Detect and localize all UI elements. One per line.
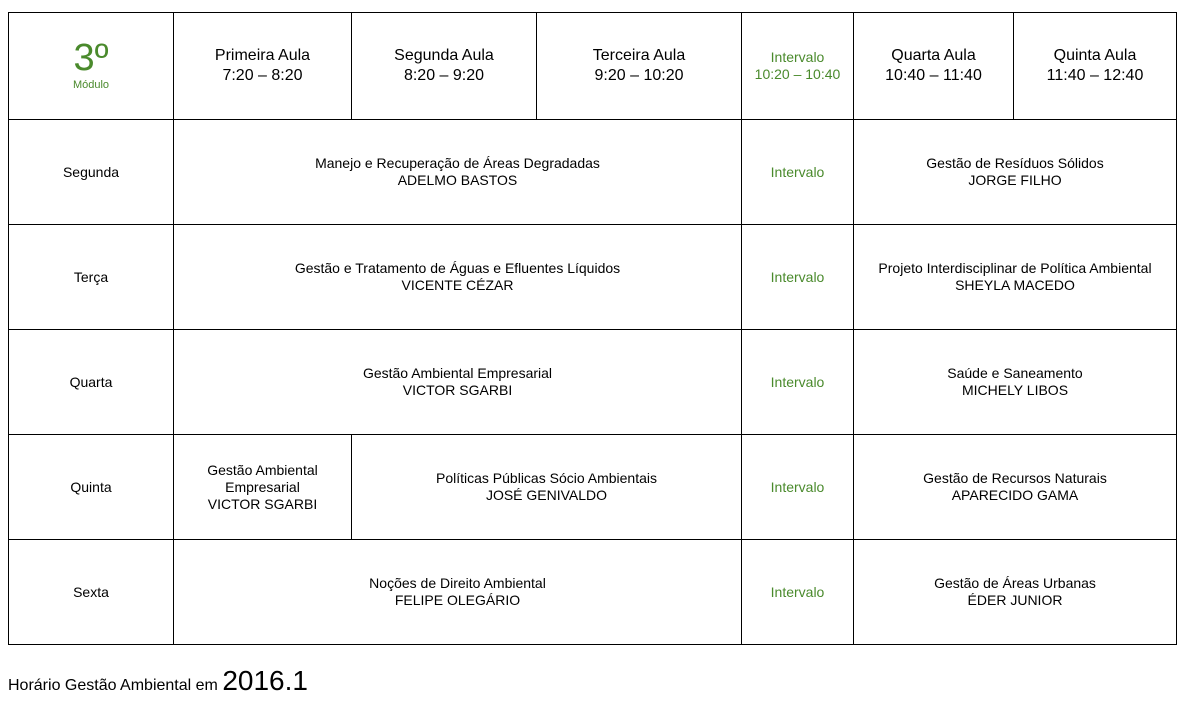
teacher: FELIPE OLEGÁRIO (394, 592, 521, 608)
break-cell: Intervalo (742, 120, 854, 225)
class-cell (174, 225, 742, 330)
teacher: ÉDER JUNIOR (967, 592, 1063, 608)
table-row (9, 330, 1177, 435)
column-time: 7:20 – 8:20 (222, 67, 303, 84)
table-row (9, 435, 1177, 540)
class-cell (352, 435, 742, 540)
table-row (9, 540, 1177, 645)
class-cell (854, 120, 1177, 225)
teacher: VICENTE CÉZAR (401, 277, 514, 293)
column-time: 10:40 – 11:40 (885, 67, 982, 84)
class-cell (174, 120, 742, 225)
subject: Gestão Ambiental Empresarial (362, 365, 553, 381)
day-label: Terça (9, 225, 174, 330)
subject: Manejo e Recuperação de Áreas Degradadas (315, 155, 600, 171)
break-cell: Intervalo (742, 540, 854, 645)
day-label: Quarta (9, 330, 174, 435)
subject: Projeto Interdisciplinar de Política Ambiental (878, 260, 1152, 276)
teacher: VICTOR SGARBI (402, 382, 513, 398)
break-cell: Intervalo (742, 435, 854, 540)
header-row (9, 13, 1177, 120)
module-label: Módulo (72, 78, 110, 91)
column-time: 9:20 – 10:20 (594, 67, 684, 84)
column-time: 11:40 – 12:40 (1046, 67, 1144, 84)
day-label: Segunda (9, 120, 174, 225)
teacher: APARECIDO GAMA (951, 487, 1079, 503)
subject: Gestão de Resíduos Sólidos (926, 155, 1104, 171)
footer-year: 2016.1 (222, 665, 308, 696)
day-label: Sexta (9, 540, 174, 645)
teacher: JORGE FILHO (968, 172, 1062, 188)
subject-line: Gestão Ambiental (207, 461, 318, 478)
schedule-table (8, 12, 1177, 645)
teacher: ADELMO BASTOS (397, 172, 518, 188)
class-cell (854, 540, 1177, 645)
class-cell (174, 435, 352, 540)
subject: Noções de Direito Ambiental (369, 575, 546, 591)
class-cell (174, 540, 742, 645)
class-cell (854, 435, 1177, 540)
teacher: MICHELY LIBOS (961, 382, 1069, 398)
column-header (854, 13, 1014, 120)
footer-text: Horário Gestão Ambiental em (8, 677, 218, 694)
column-time: 10:20 – 10:40 (754, 66, 841, 82)
class-cell (854, 225, 1177, 330)
footer-caption (8, 665, 308, 697)
table-row (9, 120, 1177, 225)
column-header (537, 13, 742, 120)
teacher: JOSÉ GENIVALDO (485, 487, 608, 503)
column-header (174, 13, 352, 120)
day-label: Quinta (9, 435, 174, 540)
column-header (1014, 13, 1177, 120)
class-cell (854, 330, 1177, 435)
teacher: VICTOR SGARBI (207, 495, 318, 512)
column-title: Primeira Aula (214, 47, 311, 64)
column-title: Quarta Aula (891, 47, 976, 64)
break-cell: Intervalo (742, 330, 854, 435)
column-header (352, 13, 537, 120)
subject: Políticas Públicas Sócio Ambientais (436, 470, 657, 486)
class-cell (174, 330, 742, 435)
subject: Gestão e Tratamento de Águas e Efluentes Líquidos (294, 260, 621, 276)
subject: Gestão de Áreas Urbanas (934, 575, 1096, 591)
break-cell: Intervalo (742, 225, 854, 330)
table-row (9, 225, 1177, 330)
subject-line: Empresarial (225, 478, 300, 495)
column-title: Quinta Aula (1053, 47, 1137, 64)
column-title: Intervalo (770, 49, 825, 65)
column-title: Terceira Aula (592, 47, 686, 64)
column-time: 8:20 – 9:20 (403, 67, 485, 84)
subject: Saúde e Saneamento (947, 365, 1083, 381)
teacher: SHEYLA MACEDO (955, 277, 1075, 293)
subject: Gestão de Recursos Naturais (923, 470, 1107, 486)
break-column-header (742, 13, 854, 120)
module-cell (9, 13, 174, 120)
module-number: 3º (73, 36, 109, 79)
column-title: Segunda Aula (394, 47, 494, 64)
